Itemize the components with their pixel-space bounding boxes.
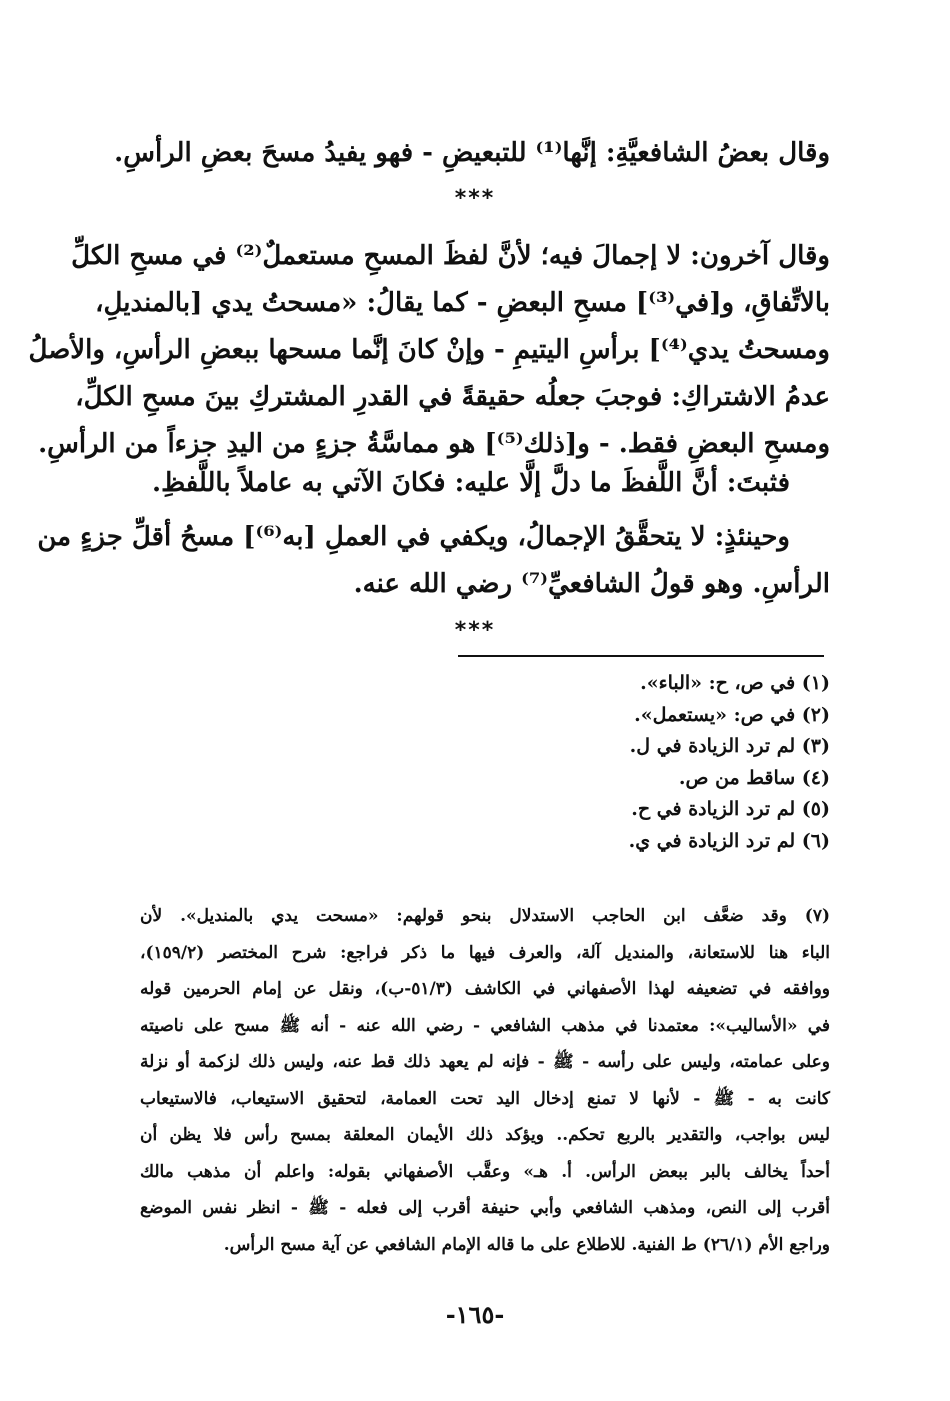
- text-line: وقال آخرون: لا إجمالَ فيه؛ لأنَّ لفظَ المسحِ مستعملٌ⁽²⁾ في مسحِ الكلِّ: [71, 241, 830, 271]
- footnote-line: كانت به - ﷺ - لأنها لا تمنع إدخال اليد تحت العمامة، لتحقيق الاستيعاب، فالاستيعاب: [140, 1088, 830, 1109]
- body-paragraph-2: [28, 233, 830, 468]
- text-line: بالاتِّفاقِ، و[في⁽³⁾] مسحِ البعضِ - كما يقالُ: «مسحتُ يدي [بالمنديلِ،: [95, 288, 830, 318]
- section-separator-2: ***: [454, 618, 496, 643]
- footnote-7: [140, 898, 830, 1263]
- body-paragraph-4: [37, 514, 830, 608]
- page-number: -١٦٥-: [445, 1300, 505, 1329]
- footnote-1: (١) في ص، ح: «الباء».: [640, 672, 830, 694]
- footnote-line: الباء هنا للاستعانة، والمنديل آلة، والعرف فيها ما ذكر فراجع: شرح المختصر (١٥٩/٢)،: [140, 942, 830, 963]
- text-line: عدمُ الاشتراكِ: فوجبَ جعلُه حقيقةً في القدرِ المشتركِ بينَ مسحِ الكلِّ،: [75, 382, 830, 412]
- footnote-5: (٥) لم ترد الزيادة في ح.: [631, 798, 830, 820]
- footnote-divider: [458, 655, 824, 657]
- section-separator-1: ***: [454, 186, 496, 211]
- footnote-6: (٦) لم ترد الزيادة في ي.: [628, 829, 830, 852]
- text-line: الرأسِ. وهو قولُ الشافعيِّ⁽⁷⁾ رضي الله عنه.: [353, 569, 830, 599]
- footnote-line: في «الأساليب»: معتمدنا في مذهب الشافعي - رضي الله عنه - أنه ﷺ مسح على ناصيته: [140, 1015, 830, 1036]
- text-line: فثبتَ: أنَّ اللَّفظَ ما دلَّ إلَّا عليه: فكانَ الآتي به عاملاً باللَّفظِ.: [152, 468, 790, 498]
- footnote-line: أقرب إلى النص، ومذهب الشافعي وأبي حنيفة أقرب إلى فعله - ﷺ - انظر نفس الموضع: [140, 1198, 830, 1218]
- footnote-line: أحداً يخالف بالبر ببعض الرأس. أ. هـ» وعقَّب الأصفهاني بقوله: واعلم أن مذهب مالك: [140, 1161, 830, 1182]
- footnote-line: وعلى عمامته، وليس على رأسه - ﷺ - فإنه لم يعهد ذلك قط عنه، وليس ذلك لزكمة أو نزلة: [140, 1052, 830, 1072]
- footnote-line: وراجع الأم (٢٦/١) ط الفنية. للاطلاع على ما قاله الإمام الشافعي عن آية مسح الرأس.: [223, 1234, 830, 1255]
- body-line-1: [114, 130, 830, 177]
- footnote-line: ليس بواجب، والتقدير بالربع تحكم.. ويؤكد ذلك الأيمان المعلقة بمسح رأس فلا يظن أن: [140, 1125, 830, 1145]
- footnote-line: (٧) وقد ضعَّف ابن الحاجب الاستدلال بنحو قولهم: «مسحت يدي بالمنديل». لأن: [140, 906, 830, 926]
- text-line: وقال بعضُ الشافعيَّةِ: إنَّها⁽¹⁾ للتبعيضِ - فهو يفيدُ مسحَ بعضِ الرأسِ.: [114, 138, 830, 168]
- footnotes-list: [140, 668, 830, 857]
- footnote-3: (٣) لم ترد الزيادة في ل.: [629, 735, 830, 757]
- body-paragraph-3: [140, 460, 830, 507]
- text-line: وحينئذٍ: لا يتحقَّقُ الإجمالُ، ويكفي في العملِ [به⁽⁶⁾] مسحُ أقلِّ جزءٍ من: [37, 522, 790, 552]
- footnote-2: (٢) في ص: «يستعمل».: [634, 703, 830, 726]
- text-line: ومسحِ البعضِ فقط. - و[ذلك⁽⁵⁾] هو مماسَّةُ جزءٍ من اليدِ جزءاً من الرأسِ.: [38, 429, 830, 459]
- footnote-line: ووافقه في تضعيفه لهذا الأصفهاني في الكاشف (٥١/٣-ب)، ونقل عن إمام الحرمين قوله: [140, 979, 830, 999]
- text-line: ومسحتُ يدي⁽⁴⁾] برأسِ اليتيمِ - وإنْ كانَ إنَّما مسحها ببعضِ الرأسِ، والأصلُ: [28, 335, 830, 365]
- footnote-4: (٤) ساقط من ص.: [678, 766, 830, 789]
